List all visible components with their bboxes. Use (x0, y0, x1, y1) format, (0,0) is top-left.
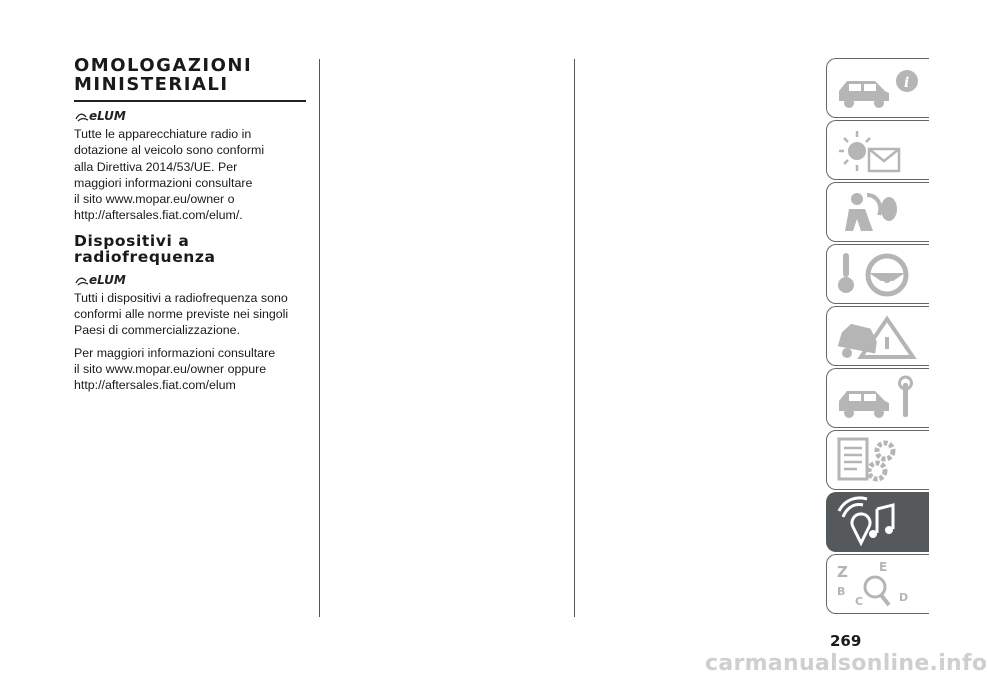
subsection-title: Dispositivi a radiofrequenza (74, 231, 216, 267)
svg-text:Z: Z (837, 563, 848, 581)
tab-maintenance[interactable] (826, 368, 929, 428)
paragraph-more-info: Per maggiori informazioni consultare il sito www.mopar.eu/owner oppure http://aftersales.fiat.com/elum (74, 345, 276, 393)
paragraph-approvals: Tutte le apparecchiature radio in dotazione al veicolo sono conformi alla Direttiva 2014/53/UE. Per maggiori informazioni consultare il sito www.mopar.eu/owner o http://aftersales.fiat.com/elum/. (74, 127, 265, 223)
watermark: carmanualsonline.info (705, 651, 987, 676)
car-info-icon (833, 63, 925, 115)
svg-text:C: C (855, 595, 864, 608)
tab-steering[interactable] (826, 244, 929, 304)
tab-warning-lights[interactable] (826, 120, 929, 180)
section-title: OMOLOGAZIONI MINISTERIALI (74, 55, 253, 95)
emergency-icon (833, 311, 925, 363)
multimedia-icon (833, 497, 925, 549)
tab-emergency[interactable] (826, 306, 929, 366)
svg-text:i: i (904, 75, 910, 91)
svg-text:E: E (879, 560, 888, 574)
warning-lights-icon (833, 125, 925, 177)
steering-key-icon (833, 249, 925, 301)
technical-data-icon (833, 435, 925, 487)
svg-text:B: B (837, 585, 846, 598)
svg-text:D: D (899, 591, 909, 604)
safety-airbag-icon (833, 187, 925, 239)
page-number: 269 (830, 632, 862, 650)
tab-technical-data[interactable] (826, 430, 929, 490)
wifi-link-icon (74, 271, 126, 287)
column-divider (319, 59, 320, 617)
content-column (74, 56, 306, 394)
svg-text:eLUM: eLUM (89, 272, 126, 287)
index-icon (833, 559, 925, 611)
wifi-link-icon (74, 107, 126, 123)
column-divider (574, 59, 575, 617)
title-underline (74, 100, 306, 102)
car-maintenance-icon (833, 373, 925, 425)
tab-safety[interactable] (826, 182, 929, 242)
paragraph-radio-devices: Tutti i dispositivi a radiofrequenza sono conformi alle norme previste nei singoli Paesi di commercializzazione. (74, 290, 289, 338)
tab-multimedia[interactable] (826, 492, 929, 552)
chapter-tabs (826, 58, 929, 616)
tab-car-info[interactable] (826, 58, 929, 118)
tab-index[interactable] (826, 554, 929, 614)
svg-text:eLUM: eLUM (89, 109, 126, 123)
